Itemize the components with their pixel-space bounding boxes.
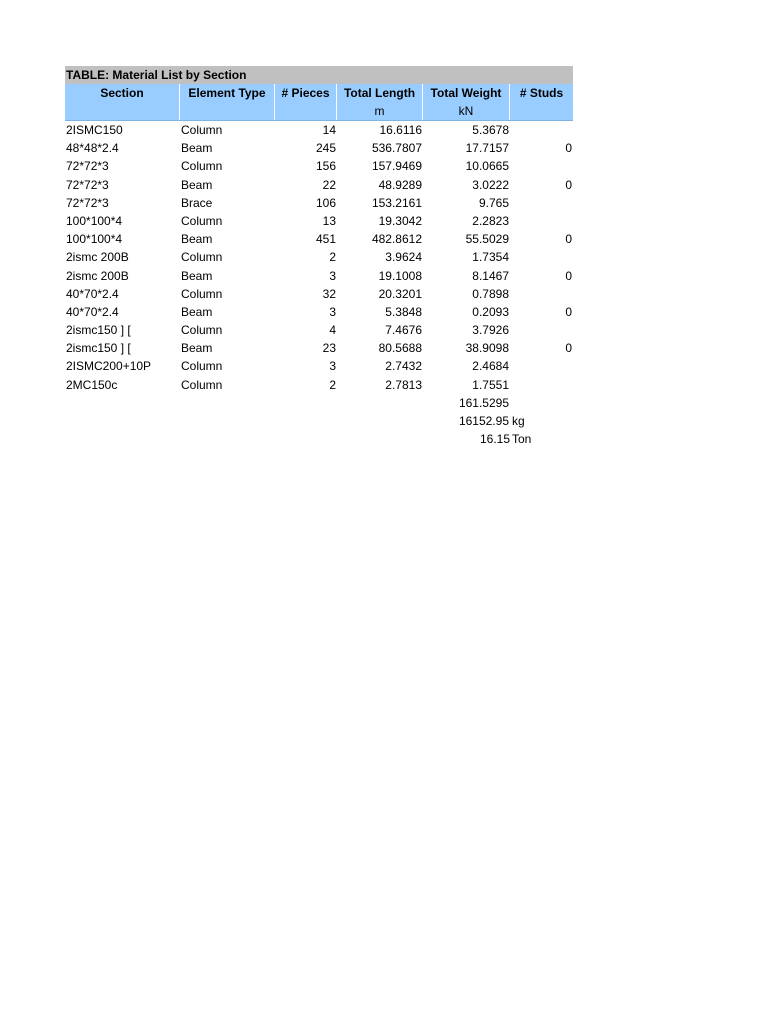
cell-total-weight[interactable]: 10.0665 <box>465 159 509 174</box>
cell-pieces[interactable]: 3 <box>329 359 336 374</box>
unit-studs[interactable] <box>510 102 573 120</box>
total-weight-kg[interactable]: 16152.95 <box>458 414 509 428</box>
unit-element-type[interactable] <box>180 102 275 120</box>
header-section[interactable]: Section <box>65 84 180 102</box>
total-row-kg <box>65 412 573 430</box>
cell-total-weight[interactable]: 5.3678 <box>472 123 509 137</box>
cell-element-type[interactable]: Column <box>181 213 223 228</box>
cell-studs[interactable] <box>510 357 573 375</box>
cell-section[interactable]: 2ISMC150 <box>66 123 123 137</box>
cell-element-type[interactable]: Beam <box>181 304 213 319</box>
table-row <box>65 339 573 357</box>
cell-studs[interactable]: 0 <box>565 341 572 356</box>
material-list-sheet <box>65 66 573 448</box>
header-row <box>65 84 573 102</box>
unit-total-length[interactable]: m <box>337 102 423 120</box>
cell-studs[interactable]: 0 <box>565 177 572 192</box>
cell-pieces[interactable]: 32 <box>322 286 336 301</box>
total-weight-kg-unit: kg <box>512 414 525 428</box>
table-row <box>65 303 573 321</box>
cell-total-weight[interactable]: 0.2093 <box>472 304 509 319</box>
cell-element-type[interactable]: Column <box>181 250 223 265</box>
table-row <box>65 121 573 139</box>
cell-pieces[interactable]: 245 <box>315 141 336 156</box>
cell-section[interactable]: 2MC150c <box>66 377 118 392</box>
cell-section[interactable]: 100*100*4 <box>66 232 123 247</box>
cell-total-length[interactable]: 7.4676 <box>385 323 422 338</box>
cell-element-type[interactable]: Column <box>181 286 223 301</box>
cell-total-weight[interactable]: 2.2823 <box>472 213 509 228</box>
table-row <box>65 321 573 339</box>
cell-total-weight[interactable]: 1.7354 <box>472 250 509 265</box>
table-row <box>65 357 573 375</box>
cell-pieces[interactable]: 2 <box>329 377 336 392</box>
header-pieces[interactable]: # Pieces <box>275 84 337 102</box>
cell-element-type[interactable]: Beam <box>181 141 213 156</box>
cell-total-weight[interactable]: 8.1467 <box>472 268 509 283</box>
cell-total-length[interactable]: 536.7807 <box>371 141 422 156</box>
cell-element-type[interactable]: Column <box>181 359 223 374</box>
total-weight-ton-cell <box>479 430 573 448</box>
cell-total-length[interactable]: 19.1008 <box>378 268 422 283</box>
cell-element-type[interactable]: Column <box>181 323 223 338</box>
cell-total-length[interactable]: 80.5688 <box>378 341 422 356</box>
cell-section[interactable]: 2ismc150 ] [ <box>66 341 131 356</box>
cell-pieces[interactable]: 23 <box>322 341 336 356</box>
cell-studs[interactable] <box>510 376 573 394</box>
cell-total-weight[interactable]: 38.9098 <box>465 341 509 356</box>
table-row <box>65 176 573 194</box>
units-row <box>65 102 573 121</box>
header-studs[interactable]: # Studs <box>519 86 564 100</box>
cell-section[interactable]: 72*72*3 <box>66 159 109 174</box>
table-body <box>65 121 573 394</box>
unit-total-weight[interactable]: kN <box>423 102 510 120</box>
cell-total-weight[interactable]: 2.4684 <box>472 359 509 374</box>
unit-pieces[interactable] <box>275 102 337 120</box>
cell-total-length[interactable]: 20.3201 <box>378 286 422 301</box>
cell-studs[interactable] <box>510 285 573 303</box>
table-row <box>65 376 573 394</box>
cell-pieces[interactable]: 106 <box>315 195 336 210</box>
cell-pieces[interactable]: 22 <box>322 177 336 192</box>
cell-pieces[interactable]: 14 <box>322 123 336 137</box>
header-total-length[interactable]: Total Length <box>337 84 423 102</box>
cell-total-length[interactable]: 19.3042 <box>378 213 422 228</box>
total-weight-kn[interactable]: 161.5295 <box>458 395 509 410</box>
total-weight-ton[interactable]: 16.15 <box>479 432 510 447</box>
cell-section[interactable]: 40*70*2.4 <box>66 286 119 301</box>
cell-section[interactable]: 2ISMC200+10P <box>66 359 152 374</box>
total-row-ton <box>65 430 573 448</box>
cell-studs[interactable] <box>510 212 573 230</box>
cell-section[interactable]: 72*72*3 <box>66 195 109 210</box>
cell-studs[interactable] <box>510 157 573 175</box>
unit-section[interactable] <box>65 102 180 120</box>
cell-total-length[interactable]: 5.3848 <box>385 304 422 319</box>
cell-total-weight[interactable]: 3.7926 <box>472 323 509 338</box>
cell-total-length[interactable]: 482.8612 <box>371 232 422 247</box>
cell-total-weight[interactable]: 0.7898 <box>472 286 509 301</box>
cell-total-length[interactable]: 157.9469 <box>371 159 422 174</box>
cell-section[interactable]: 2ismc 200B <box>66 268 129 283</box>
table-row <box>65 139 573 157</box>
cell-element-type[interactable]: Beam <box>181 177 213 192</box>
table-row <box>65 157 573 175</box>
cell-total-length[interactable]: 153.2161 <box>371 195 422 210</box>
cell-total-weight[interactable]: 55.5029 <box>465 232 509 247</box>
table-row <box>65 248 573 266</box>
cell-section[interactable]: 72*72*3 <box>66 177 109 192</box>
cell-section[interactable]: 48*48*2.4 <box>66 141 119 156</box>
cell-pieces[interactable]: 3 <box>329 268 336 283</box>
cell-element-type[interactable]: Column <box>181 159 223 174</box>
cell-section[interactable]: 40*70*2.4 <box>66 304 119 319</box>
cell-total-length[interactable]: 2.7432 <box>385 359 422 374</box>
cell-total-weight[interactable]: 9.765 <box>478 195 509 210</box>
cell-element-type[interactable]: Beam <box>181 232 213 247</box>
cell-element-type[interactable]: Column <box>181 377 223 392</box>
cell-pieces[interactable]: 13 <box>322 213 336 228</box>
cell-total-weight[interactable]: 17.7157 <box>465 141 509 156</box>
cell-total-weight[interactable]: 1.7551 <box>472 377 509 392</box>
table-row <box>65 267 573 285</box>
table-title[interactable]: TABLE: Material List by Section <box>65 66 573 84</box>
table-row <box>65 285 573 303</box>
cell-total-length[interactable]: 16.6116 <box>379 123 422 137</box>
cell-studs[interactable] <box>510 248 573 266</box>
cell-section[interactable]: 2ismc 200B <box>66 250 129 265</box>
cell-studs[interactable] <box>510 194 573 212</box>
cell-total-weight[interactable]: 3.0222 <box>472 177 509 192</box>
cell-pieces[interactable]: 156 <box>315 159 336 174</box>
cell-studs[interactable] <box>510 121 573 139</box>
cell-studs[interactable]: 0 <box>565 304 572 319</box>
cell-studs[interactable]: 0 <box>565 141 572 156</box>
cell-pieces[interactable]: 3 <box>329 304 336 319</box>
total-weight-ton-unit: Ton <box>512 432 532 447</box>
cell-element-type[interactable]: Beam <box>181 268 213 283</box>
cell-section[interactable]: 100*100*4 <box>66 213 123 228</box>
cell-section[interactable]: 2ismc150 ] [ <box>66 323 131 338</box>
table-row <box>65 230 573 248</box>
cell-element-type[interactable]: Brace <box>181 195 213 210</box>
cell-pieces[interactable]: 2 <box>329 250 336 265</box>
cell-studs[interactable]: 0 <box>565 268 572 283</box>
cell-studs[interactable] <box>510 321 573 339</box>
cell-total-length[interactable]: 48.9289 <box>378 177 422 192</box>
table-row <box>65 212 573 230</box>
total-row-kn <box>65 394 573 412</box>
cell-pieces[interactable]: 4 <box>329 323 336 338</box>
cell-pieces[interactable]: 451 <box>315 232 336 247</box>
cell-element-type[interactable]: Beam <box>181 341 213 356</box>
cell-element-type[interactable]: Column <box>181 123 223 137</box>
table-row <box>65 194 573 212</box>
cell-studs[interactable]: 0 <box>565 232 572 247</box>
cell-total-length[interactable]: 2.7813 <box>385 377 422 392</box>
header-element-type[interactable]: Element Type <box>180 84 275 102</box>
cell-total-length[interactable]: 3.9624 <box>385 250 422 265</box>
total-weight-kn-unit <box>510 394 573 412</box>
header-total-weight[interactable]: Total Weight <box>423 84 510 102</box>
